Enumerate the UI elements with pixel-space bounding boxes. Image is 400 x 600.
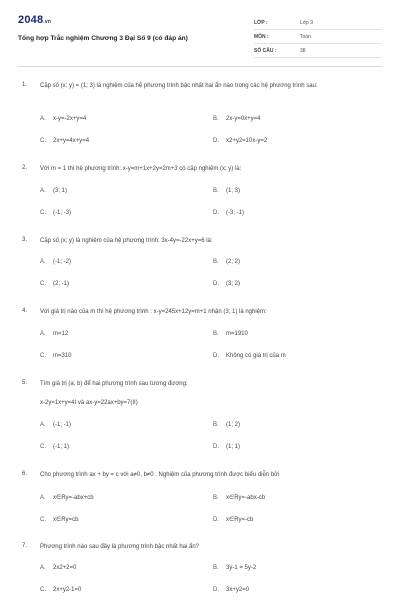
- question-equation: x-2y=1x+y=4I và ax-y=22ax+by=7(II): [40, 400, 138, 406]
- option-text: (3; 2): [226, 281, 241, 287]
- logo-suffix: .vn: [43, 19, 52, 25]
- option-letter: A.: [40, 259, 46, 265]
- option-a[interactable]: [40, 259, 71, 265]
- question-text: Phương trình nào sau đây là phương trình bậc nhất hai ẩn?: [40, 544, 200, 550]
- page-header: [18, 14, 382, 58]
- option-text: 3x+y2=0: [226, 587, 250, 593]
- meta-value: Toán: [300, 34, 311, 40]
- option-letter: A.: [40, 565, 46, 571]
- option-text: (2; -1): [53, 281, 70, 287]
- option-letter: D.: [213, 353, 219, 359]
- option-letter: D.: [213, 517, 219, 523]
- option-text: 2x-y=0x+y=4: [226, 116, 261, 122]
- option-letter: A.: [40, 422, 46, 428]
- meta-value: 38: [300, 48, 306, 54]
- option-c[interactable]: [40, 210, 71, 216]
- option-letter: C.: [40, 281, 46, 287]
- option-a[interactable]: [40, 565, 76, 571]
- logo-text: 2048: [18, 14, 44, 26]
- option-b[interactable]: [213, 422, 240, 428]
- option-c[interactable]: [40, 138, 89, 144]
- option-letter: C.: [40, 138, 46, 144]
- option-letter: D.: [213, 444, 219, 450]
- option-text: x∈Ry=-abx+cb: [53, 495, 94, 501]
- option-letter: A.: [40, 495, 46, 501]
- meta-row-class: [254, 16, 382, 30]
- option-text: x∈Ry=-cb: [226, 517, 254, 523]
- option-c[interactable]: [40, 516, 78, 523]
- question-number: 3.: [22, 237, 28, 243]
- question-text: Cặp số (x; y) là nghiệm của hệ phương trình: 3x-4y=-22x+y=6 là:: [40, 238, 213, 244]
- option-letter: D.: [213, 281, 219, 287]
- question-number: 7.: [22, 543, 28, 549]
- option-letter: A.: [40, 188, 46, 194]
- option-text: 2x2+2=0: [53, 565, 77, 571]
- question-text: Cho phương trình ax + by = c với a≠0, b≠0 . Nghiệm của phương trình được biểu diễn bởi: [40, 472, 280, 478]
- option-text: (-3; -1): [226, 210, 244, 216]
- option-letter: C.: [40, 517, 46, 523]
- option-text: 2x+y=4x+y=4: [53, 138, 90, 144]
- option-c[interactable]: [40, 444, 69, 450]
- option-b[interactable]: [213, 188, 240, 194]
- option-text: (1; 1): [226, 444, 241, 450]
- option-letter: A.: [40, 331, 46, 337]
- meta-value: Lớp 9: [300, 20, 314, 26]
- option-letter: C.: [40, 444, 46, 450]
- option-d[interactable]: [213, 281, 240, 287]
- site-logo[interactable]: [18, 14, 51, 26]
- option-d[interactable]: [213, 353, 286, 359]
- meta-row-subject: [254, 30, 382, 44]
- option-a[interactable]: [40, 494, 94, 501]
- option-text: (-1; -3): [53, 210, 71, 216]
- option-b[interactable]: [213, 116, 261, 122]
- question-text: Tìm giá trị (a; b) để hai phương trình sau tương đương:: [40, 381, 188, 387]
- meta-label: SỐ CÂU :: [254, 48, 277, 54]
- option-a[interactable]: [40, 422, 71, 428]
- option-text: (1; 2): [226, 422, 241, 428]
- option-letter: B.: [213, 259, 219, 265]
- option-text: 2x+y2-1=0: [53, 587, 82, 593]
- option-d[interactable]: [213, 516, 253, 523]
- option-b[interactable]: [213, 494, 265, 501]
- option-letter: B.: [213, 188, 219, 194]
- question-number: 6.: [22, 471, 28, 477]
- option-b[interactable]: [213, 565, 256, 571]
- option-text: (-1; -2): [53, 259, 71, 265]
- option-letter: D.: [213, 587, 219, 593]
- option-d[interactable]: [213, 587, 249, 593]
- option-text: (2; 2): [226, 259, 241, 265]
- option-text: x-y=-2x+y=4: [53, 116, 87, 122]
- question-text: Với m = 1 thì hệ phương trình: x-y=m+1x+2y=2m+3 có cặp nghiệm (x; y) là:: [40, 166, 242, 172]
- option-d[interactable]: [213, 138, 267, 144]
- question-number: 1.: [22, 82, 28, 88]
- meta-row-question-count: [254, 44, 382, 58]
- option-text: m=12: [53, 331, 69, 337]
- option-text: m=1910: [226, 331, 248, 337]
- question-text: Cặp số (x; y) = (1; 3) là nghiệm của hệ phương trình bậc nhất hai ẩn nào trong các hệ phương trình sau:: [40, 83, 318, 89]
- option-letter: C.: [40, 353, 46, 359]
- header-divider: [18, 66, 382, 67]
- option-text: x∈Ry=cb: [53, 517, 79, 523]
- option-letter: D.: [213, 138, 219, 144]
- option-letter: A.: [40, 116, 46, 122]
- question-number: 4.: [22, 308, 28, 314]
- quiz-meta: [254, 16, 382, 58]
- option-text: (-1; 1): [53, 444, 70, 450]
- option-letter: D.: [213, 210, 219, 216]
- option-letter: B.: [213, 495, 219, 501]
- option-a[interactable]: [40, 188, 67, 194]
- option-d[interactable]: [213, 210, 244, 216]
- option-letter: C.: [40, 210, 46, 216]
- option-text: (1; 3): [226, 188, 241, 194]
- option-text: x2+y2=10x-y=2: [226, 138, 268, 144]
- option-c[interactable]: [40, 587, 81, 593]
- option-letter: B.: [213, 331, 219, 337]
- option-letter: B.: [213, 116, 219, 122]
- option-b[interactable]: [213, 331, 248, 337]
- option-text: Không có giá trị của m: [226, 353, 286, 359]
- question-text: Với giá trị nào của m thì hệ phương trình : x-y=245x+12y=m+1 nhận (3; 1) là nghiệm:: [40, 309, 267, 315]
- option-c[interactable]: [40, 353, 72, 359]
- question-number: 5.: [22, 380, 28, 386]
- option-letter: C.: [40, 587, 46, 593]
- option-d[interactable]: [213, 444, 240, 450]
- option-text: (3; 1): [53, 188, 68, 194]
- option-b[interactable]: [213, 259, 240, 265]
- option-text: m=310: [53, 353, 72, 359]
- option-a[interactable]: [40, 116, 86, 122]
- option-letter: B.: [213, 422, 219, 428]
- option-text: (-1; -1): [53, 422, 71, 428]
- meta-label: LỚP :: [254, 20, 268, 26]
- option-text: x∈Ry=-abx-cb: [226, 495, 266, 501]
- page-title: Tổng hợp Trắc nghiệm Chương 3 Đại Số 9 (có đáp án): [18, 35, 188, 42]
- option-letter: B.: [213, 565, 219, 571]
- option-c[interactable]: [40, 281, 69, 287]
- option-text: 3y-1 = 5y-2: [226, 565, 257, 571]
- question-number: 2.: [22, 165, 28, 171]
- option-a[interactable]: [40, 331, 68, 337]
- meta-label: MÔN :: [254, 34, 269, 40]
